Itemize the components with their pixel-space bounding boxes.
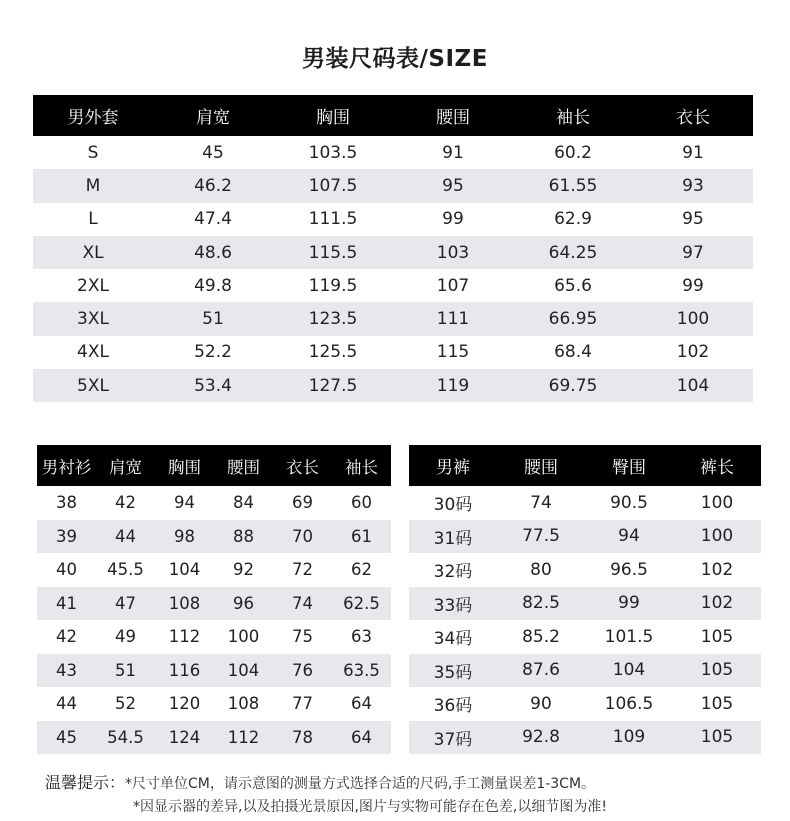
table-header-row [33,95,753,136]
table-cell: 40 [56,560,77,580]
table-cell: 61 [351,526,372,546]
table-cell: 64 [351,694,372,714]
table-header-row [37,445,391,486]
table-cell: 96 [233,593,254,613]
table-cell: 49 [115,627,136,647]
table-cell: S [87,142,99,163]
table-row [37,520,391,554]
table-cell: 37码 [433,729,473,750]
table-cell: 111.5 [308,209,358,230]
table-cell: 96.5 [610,559,648,580]
table-cell: 94 [174,493,195,513]
page-title: 男装尺码表/SIZE [302,46,488,72]
table-cell: 35码 [433,662,473,683]
table-cell: 112 [168,627,201,647]
table-row [409,687,761,721]
table-cell: 53.4 [194,375,232,396]
table-cell: 47.4 [194,209,232,230]
table-cell: 104 [227,660,260,680]
table-row [33,269,753,302]
table-cell: 80 [530,559,552,580]
table-row [409,553,761,587]
table-cell: 107 [436,275,470,296]
table-cell: 41 [56,593,77,613]
table-cell: 52.2 [194,342,232,363]
table-row [33,203,753,236]
table-cell: 32码 [433,562,473,583]
table-cell: 98 [174,526,195,546]
table-cell: 2XL [77,275,109,296]
table-cell: 74 [292,593,313,613]
table-cell: 87.6 [522,660,560,681]
table-cell: 75 [292,627,313,647]
table-cell: 105 [700,693,734,714]
table-cell: 54.5 [107,727,144,747]
table-cell: 119.5 [308,275,358,296]
table-row [37,620,391,654]
column-header: 胸围 [168,457,201,477]
table-cell: 93 [682,175,704,196]
table-cell: 77 [292,694,313,714]
column-header: 裤长 [700,458,734,478]
table-cell: 63.5 [343,660,380,680]
jacket-size-table [33,95,753,402]
table-cell: 102 [700,593,734,614]
table-cell: 91 [682,142,704,163]
table-cell: XL [82,242,104,263]
tips-text-2: *因显示器的差异,以及拍摄光景原因,图片与实物可能存在色差,以细节图为准! [133,799,607,815]
column-header: 衣长 [286,457,319,477]
tips-line-1 [45,770,595,793]
table-cell: 123.5 [308,309,358,330]
table-cell: 34码 [433,629,473,650]
table-row [409,654,761,688]
table-cell: 112 [227,727,260,747]
table-cell: 68.4 [554,342,592,363]
table-cell: 108 [227,694,260,714]
table-cell: 90 [530,693,552,714]
table-cell: 3XL [77,309,109,330]
table-row [409,620,761,654]
table-cell: 45 [202,142,224,163]
table-cell: 38 [56,493,77,513]
table-cell: 108 [168,593,201,613]
table-cell: 44 [115,526,136,546]
table-cell: 90.5 [610,492,648,513]
table-cell: 70 [292,526,313,546]
table-cell: 45.5 [107,560,144,580]
table-cell: 115.5 [308,242,358,263]
table-cell: 100 [676,309,710,330]
table-row [409,520,761,554]
table-row [37,553,391,587]
table-cell: 107.5 [308,175,358,196]
table-cell: 66.95 [548,309,598,330]
table-cell: 103.5 [308,142,358,163]
column-header: 胸围 [316,108,350,128]
table-cell: 60 [351,493,372,513]
table-cell: 64.25 [548,242,598,263]
table-cell: 102 [676,342,710,363]
tips-label: 温馨提示： [45,773,126,792]
table-cell: 101.5 [604,626,654,647]
table-cell: 95 [442,175,464,196]
table-cell: 105 [700,660,734,681]
table-cell: 31码 [433,528,473,549]
table-cell: 61.55 [548,175,598,196]
table-cell: 104 [612,660,646,681]
table-cell: 109 [612,727,646,748]
table-cell: 63 [351,627,372,647]
table-cell: 44 [56,694,77,714]
table-cell: 77.5 [522,526,560,547]
table-cell: 94 [618,526,640,547]
table-cell: 124 [168,727,201,747]
table-cell: 115 [436,342,470,363]
column-header: 腰围 [227,457,260,477]
table-cell: 52 [115,694,136,714]
column-header: 袖长 [345,457,378,477]
table-cell: 62.9 [554,209,592,230]
table-row [33,136,753,169]
table-cell: 42 [56,627,77,647]
table-cell: 97 [682,242,704,263]
table-cell: 36码 [433,696,473,717]
table-cell: 33码 [433,595,473,616]
table-cell: 43 [56,660,77,680]
column-header: 臀围 [612,458,646,478]
table-cell: 127.5 [308,375,358,396]
table-cell: 103 [436,242,470,263]
table-cell: 69.75 [548,375,598,396]
tips-text-1: *尺寸单位CM，请示意图的测量方式选择合适的尺码,手工测量误差1-3CM。 [125,776,596,792]
table-cell: M [85,175,101,196]
table-cell: 46.2 [194,175,232,196]
table-cell: 74 [530,492,552,513]
column-header: 男外套 [67,108,119,128]
table-header-row [409,445,761,486]
column-header: 衣长 [676,108,710,128]
column-header: 袖长 [556,108,590,128]
table-cell: 88 [233,526,254,546]
table-row [33,369,753,402]
table-cell: 42 [115,493,136,513]
column-header: 肩宽 [109,457,142,477]
table-cell: 104 [168,560,201,580]
table-cell: 119 [436,375,470,396]
table-cell: 100 [700,492,734,513]
table-cell: L [88,209,98,230]
table-cell: 92 [233,560,254,580]
table-cell: 4XL [77,342,109,363]
column-header: 腰围 [436,108,470,128]
table-cell: 102 [700,559,734,580]
tips-line-2 [133,796,607,816]
table-cell: 105 [700,626,734,647]
table-cell: 91 [442,142,464,163]
table-row [409,587,761,621]
table-cell: 30码 [433,495,473,516]
table-cell: 49.8 [194,275,232,296]
table-cell: 104 [676,375,710,396]
table-cell: 84 [233,493,254,513]
column-header: 腰围 [524,458,558,478]
table-row [33,236,753,269]
table-cell: 99 [618,593,640,614]
table-cell: 120 [168,694,201,714]
table-cell: 51 [115,660,136,680]
table-cell: 45 [56,727,77,747]
table-cell: 69 [292,493,313,513]
table-cell: 39 [56,526,77,546]
table-cell: 106.5 [604,693,654,714]
table-row [33,302,753,335]
column-header: 男衬衫 [41,457,92,477]
table-cell: 5XL [77,375,109,396]
table-cell: 105 [700,727,734,748]
table-cell: 92.8 [522,727,560,748]
table-cell: 82.5 [522,593,560,614]
table-cell: 85.2 [522,626,560,647]
table-cell: 100 [700,526,734,547]
table-cell: 78 [292,727,313,747]
column-header: 男裤 [436,458,470,478]
table-cell: 62.5 [343,593,380,613]
table-cell: 99 [682,275,704,296]
table-cell: 72 [292,560,313,580]
table-cell: 76 [292,660,313,680]
table-cell: 125.5 [308,342,358,363]
table-cell: 62 [351,560,372,580]
table-row [37,654,391,688]
table-row [409,721,761,755]
table-row [37,587,391,621]
table-row [33,336,753,369]
table-cell: 65.6 [554,275,592,296]
table-cell: 51 [202,309,224,330]
table-row [37,486,391,520]
table-cell: 95 [682,209,704,230]
table-cell: 48.6 [194,242,232,263]
table-row [33,169,753,202]
table-cell: 116 [168,660,201,680]
pants-size-table [409,445,761,754]
table-cell: 111 [436,309,470,330]
table-row [37,687,391,721]
table-cell: 47 [115,593,136,613]
column-header: 肩宽 [196,108,230,128]
table-cell: 99 [442,209,464,230]
table-cell: 100 [227,627,260,647]
shirt-size-table [37,445,391,754]
table-row [409,486,761,520]
table-cell: 60.2 [554,142,592,163]
table-cell: 64 [351,727,372,747]
table-row [37,721,391,755]
